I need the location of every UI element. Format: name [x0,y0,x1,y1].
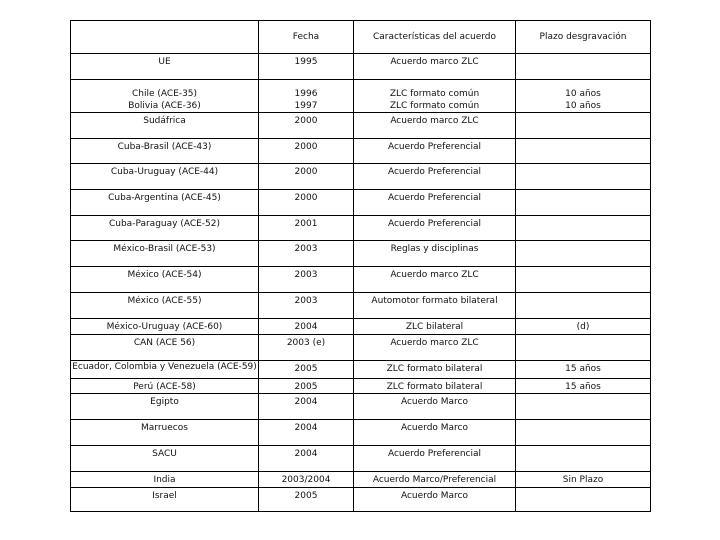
date-cell [259,488,354,512]
cell-text: 2000 [294,193,318,203]
header-caracteristicas: Características del acuerdo [354,21,516,54]
country-cell [71,80,259,113]
agreements-table [70,20,651,512]
cell-text: Chile (ACE-35) [131,89,198,99]
cell-text: Sin Plazo [562,475,604,485]
country-cell [71,216,259,241]
cell-text: Egipto [150,397,179,407]
cell-text: Automotor formato bilateral [371,296,498,306]
date-cell [259,319,354,335]
cell-text: México-Uruguay (ACE-60) [106,322,223,332]
table-row [71,446,651,472]
cell-text: Reglas y disciplinas [390,244,479,254]
cell-text: Perú (ACE-58) [133,382,196,392]
cell-text: Acuerdo Preferencial [387,142,482,152]
cell-text: India [153,475,176,485]
term-cell [516,190,651,216]
cell-text: 1995 [294,57,318,67]
cell-text: Acuerdo Preferencial [387,167,482,177]
cell-text: 1997 [294,101,318,111]
term-cell [516,293,651,319]
country-cell [71,335,259,361]
cell-text: ZLC bilateral [405,322,464,332]
date-cell [259,139,354,164]
date-cell [259,241,354,267]
term-cell [516,267,651,293]
cell-text: Sudáfrica [143,116,186,126]
table-row [71,164,651,190]
characteristics-cell [354,216,516,241]
cell-text: Acuerdo Marco [400,423,469,433]
cell-text: México-Brasil (ACE-53) [113,244,216,254]
cell-text: 2005 [294,364,318,374]
cell-text: 2001 [294,219,318,229]
characteristics-cell [354,420,516,446]
cell-text: 2004 [294,322,318,332]
cell-text: ZLC formato bilateral [386,382,483,392]
characteristics-cell [354,54,516,80]
cell-text: Israel [152,491,177,501]
date-cell [259,335,354,361]
country-cell [71,488,259,512]
table-row [71,80,651,113]
cell-text: México (ACE-55) [127,296,202,306]
header-blank [71,21,259,54]
table-row [71,319,651,335]
characteristics-cell [354,394,516,420]
country-cell [71,164,259,190]
cell-text: 2005 [294,382,318,392]
characteristics-cell [354,472,516,488]
term-cell [516,80,651,113]
cell-text: Bolivia (ACE-36) [128,101,201,111]
date-cell [259,80,354,113]
term-cell [516,164,651,190]
date-cell [259,379,354,394]
cell-text: 2000 [294,167,318,177]
cell-text: 2004 [294,423,318,433]
characteristics-cell [354,488,516,512]
cell-text: 2003/2004 [281,475,331,485]
cell-text: 10 años [565,89,601,99]
table-row [71,472,651,488]
cell-text: Acuerdo marco ZLC [390,116,479,126]
cell-text: 2004 [294,397,318,407]
cell-text: Cuba-Uruguay (ACE-44) [110,167,219,177]
term-cell [516,379,651,394]
cell-text: Acuerdo Marco/Preferencial [372,475,497,485]
date-cell [259,446,354,472]
date-cell [259,113,354,139]
cell-text: SACU [152,449,177,459]
table-row [71,361,651,379]
cell-text: Acuerdo Preferencial [387,193,482,203]
table-row [71,190,651,216]
characteristics-cell [354,164,516,190]
date-cell [259,293,354,319]
country-cell [71,319,259,335]
cell-text: Acuerdo marco ZLC [390,270,479,280]
table-row [71,293,651,319]
term-cell [516,446,651,472]
header-plazo: Plazo desgravación [516,21,651,54]
table-row [71,394,651,420]
table-row [71,241,651,267]
cell-text: CAN (ACE 56) [133,338,196,348]
characteristics-cell [354,446,516,472]
cell-text: Marruecos [141,423,188,433]
characteristics-cell [354,267,516,293]
table-row [71,139,651,164]
date-cell [259,164,354,190]
cell-text: Cuba-Brasil (ACE-43) [117,142,212,152]
characteristics-cell [354,361,516,379]
country-cell [71,139,259,164]
cell-text: 2003 [294,296,318,306]
date-cell [259,472,354,488]
table-row [71,420,651,446]
characteristics-cell [354,139,516,164]
cell-text: 1996 [294,89,318,99]
characteristics-cell [354,319,516,335]
cell-text: México (ACE-54) [127,270,202,280]
country-cell [71,241,259,267]
term-cell [516,241,651,267]
term-cell [516,216,651,241]
cell-text: Ecuador, Colombia y Venezuela (ACE-59) [72,362,257,372]
header-row [71,21,651,54]
table-row [71,216,651,241]
table-row [71,379,651,394]
term-cell [516,394,651,420]
cell-text: ZLC formato bilateral [386,364,483,374]
table-row [71,488,651,512]
term-cell [516,54,651,80]
term-cell [516,472,651,488]
date-cell [259,54,354,80]
characteristics-cell [354,80,516,113]
term-cell [516,139,651,164]
term-cell [516,319,651,335]
country-cell [71,190,259,216]
cell-text: 2003 (e) [286,338,326,348]
cell-text: 10 años [565,101,601,111]
table-row [71,335,651,361]
header-fecha: Fecha [259,21,354,54]
country-cell [71,113,259,139]
term-cell [516,335,651,361]
cell-text: Acuerdo marco ZLC [390,57,479,67]
cell-text: Cuba-Paraguay (ACE-52) [108,219,221,229]
date-cell [259,394,354,420]
table-row [71,113,651,139]
characteristics-cell [354,241,516,267]
cell-text: 15 años [565,364,601,374]
country-cell [71,379,259,394]
term-cell [516,113,651,139]
cell-text: 2004 [294,449,318,459]
cell-text: 2003 [294,244,318,254]
cell-text: (d) [576,322,590,332]
cell-text: 2000 [294,142,318,152]
term-cell [516,361,651,379]
cell-text: 2000 [294,116,318,126]
country-cell [71,54,259,80]
cell-text: UE [158,57,171,67]
cell-text: ZLC formato común [389,89,480,99]
cell-text: 2005 [294,491,318,501]
cell-text: Acuerdo Marco [400,491,469,501]
date-cell [259,190,354,216]
term-cell [516,488,651,512]
characteristics-cell [354,379,516,394]
cell-text: Cuba-Argentina (ACE-45) [108,193,221,203]
country-cell [71,394,259,420]
date-cell [259,267,354,293]
date-cell [259,420,354,446]
country-cell [71,361,259,379]
table-row [71,267,651,293]
country-cell [71,267,259,293]
characteristics-cell [354,293,516,319]
table-row [71,54,651,80]
country-cell [71,420,259,446]
cell-text: 2003 [294,270,318,280]
cell-text: Acuerdo Preferencial [387,449,482,459]
cell-text: Acuerdo marco ZLC [390,338,479,348]
cell-text: Acuerdo Marco [400,397,469,407]
country-cell [71,446,259,472]
characteristics-cell [354,113,516,139]
country-cell [71,472,259,488]
term-cell [516,420,651,446]
cell-text: 15 años [565,382,601,392]
cell-text: ZLC formato común [389,101,480,111]
cell-text: Acuerdo Preferencial [387,219,482,229]
date-cell [259,216,354,241]
country-cell [71,293,259,319]
characteristics-cell [354,190,516,216]
characteristics-cell [354,335,516,361]
date-cell [259,361,354,379]
